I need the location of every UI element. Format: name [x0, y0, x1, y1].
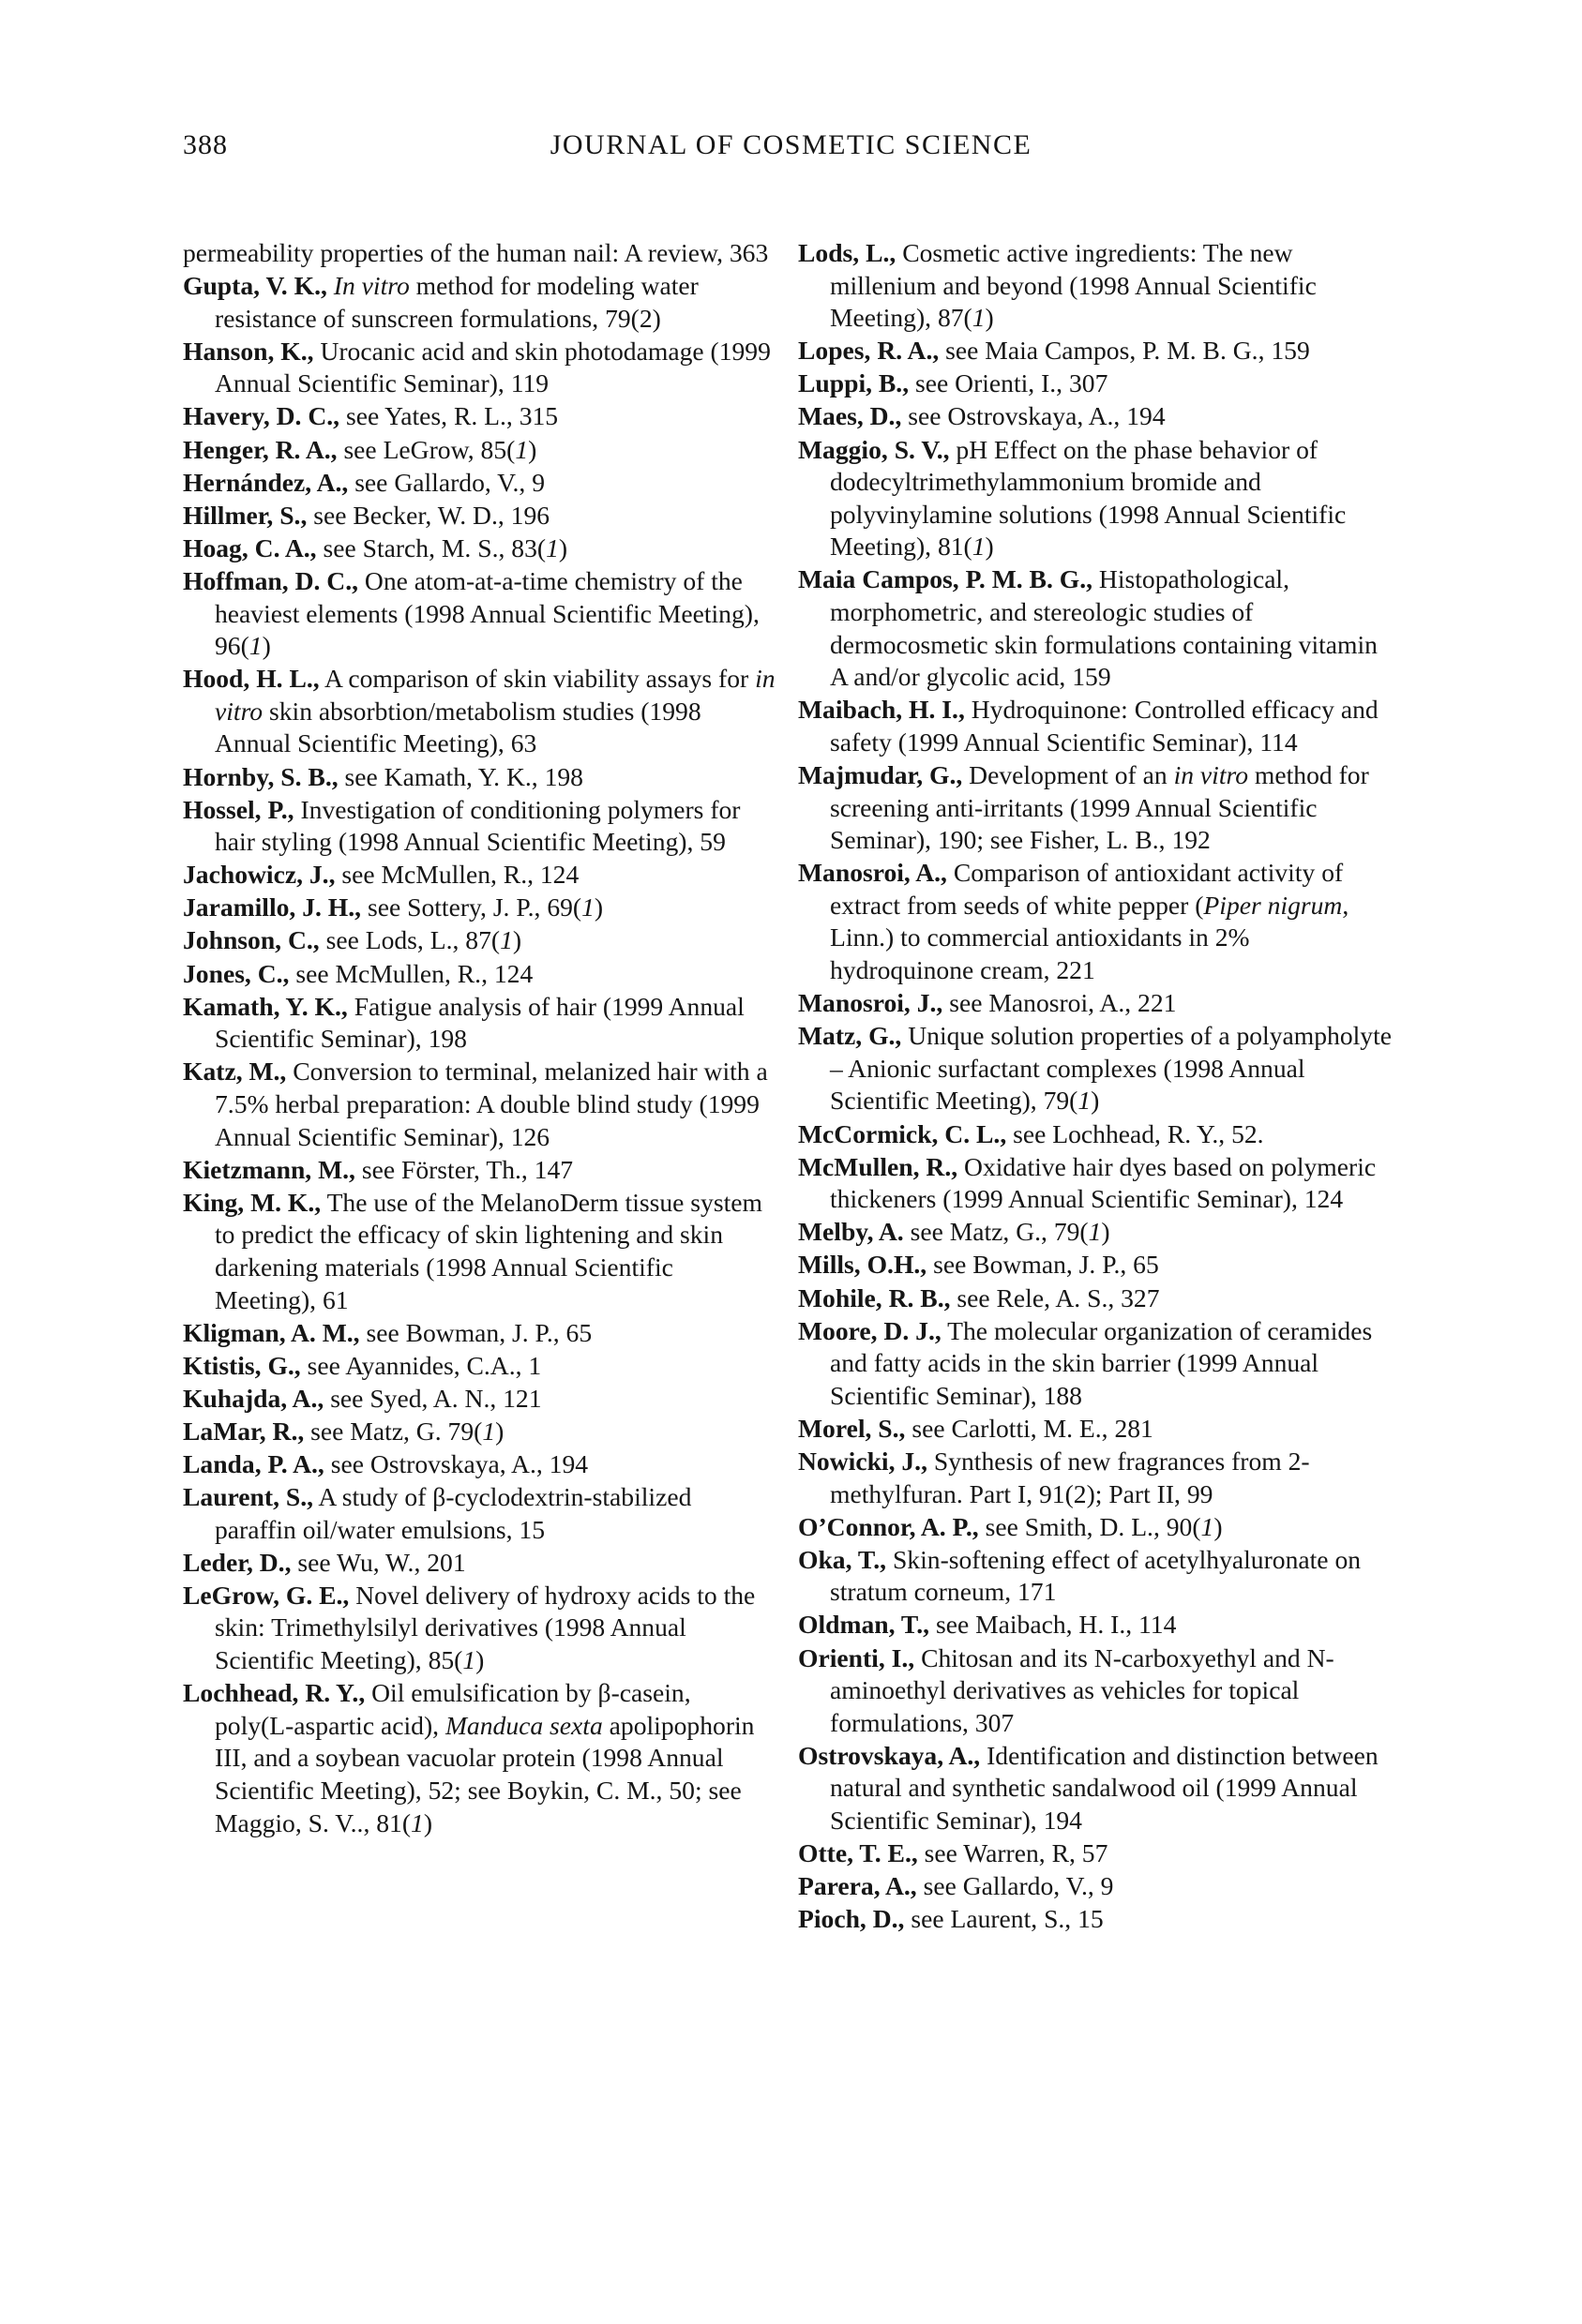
- entry-text: permeability properties of the human nail: A review, 363: [183, 238, 769, 267]
- italic-text: 1: [546, 532, 559, 562]
- journal-title: JOURNAL OF COSMETIC SCIENCE: [550, 129, 1032, 160]
- author-name: Maggio, S. V.,: [798, 434, 950, 464]
- index-entry: [798, 1446, 1398, 1510]
- italic-text: 1: [411, 1807, 424, 1837]
- author-name: Manosroi, J.,: [798, 988, 943, 1018]
- index-entry: [183, 1580, 776, 1677]
- index-entry: [798, 1609, 1398, 1642]
- entry-text: Synthesis of new fragrances from 2-methylfuran. Part I, 91(2); Part II, 99: [830, 1446, 1310, 1508]
- index-entry: [798, 434, 1398, 563]
- entry-text: Fatigue analysis of hair (1999 Annual Scientific Seminar), 198: [215, 991, 745, 1054]
- author-name: King, M. K.,: [183, 1187, 322, 1217]
- author-name: Hernández, A.,: [183, 467, 349, 497]
- italic-text: 1: [462, 1645, 476, 1675]
- index-entry: [183, 434, 776, 467]
- page-header: [0, 129, 1582, 176]
- entry-text: see Kamath, Y. K., 198: [338, 761, 583, 791]
- entry-text: One atom-at-a-time chemistry of the heaviest elements (1998 Annual Scientific Meeting), 96(: [215, 565, 760, 661]
- italic-text: 1: [972, 303, 986, 333]
- author-name: Oldman, T.,: [798, 1610, 930, 1640]
- index-entry: [798, 563, 1398, 693]
- author-name: Otte, T. E.,: [798, 1838, 918, 1868]
- page-number: 388: [183, 129, 228, 160]
- entry-text: , Linn.) to commercial antioxidants in 2% hydroquinone cream, 221: [830, 890, 1349, 985]
- index-entry: [798, 1837, 1398, 1870]
- index-entry: [183, 924, 776, 957]
- italic-text: 1: [1077, 1086, 1092, 1116]
- index-entry: [798, 1249, 1398, 1282]
- index-entry: [183, 1154, 776, 1187]
- author-name: Ostrovskaya, A.,: [798, 1740, 981, 1770]
- entry-text: see Gallardo, V., 9: [916, 1871, 1114, 1901]
- index-entry: [798, 1413, 1398, 1446]
- entry-text: see Wu, W., 201: [291, 1547, 466, 1577]
- entry-text: A study of β-cyclodextrin-stabilized paraffin oil/water emulsions, 15: [215, 1482, 692, 1544]
- index-entry: [798, 1544, 1398, 1609]
- author-name: Hillmer, S.,: [183, 500, 308, 530]
- entry-text: ): [528, 434, 537, 464]
- author-name: Gupta, V. K.,: [183, 271, 327, 301]
- index-entry: [798, 367, 1398, 400]
- author-name: Oka, T.,: [798, 1544, 887, 1574]
- author-name: Hoag, C. A.,: [183, 532, 317, 562]
- italic-text: 1: [972, 532, 986, 562]
- author-name: Maibach, H. I.,: [798, 695, 965, 725]
- index-entry: [798, 1870, 1398, 1903]
- entry-text: see Warren, R, 57: [917, 1838, 1108, 1868]
- entry-text: Oxidative hair dyes based on polymeric thickeners (1999 Annual Scientific Seminar), 124: [830, 1151, 1377, 1214]
- index-entry: [798, 694, 1398, 758]
- entry-text: see Ostrovskaya, A., 194: [901, 401, 1166, 431]
- entry-text: see Bowman, J. P., 65: [359, 1317, 593, 1347]
- entry-text: ): [512, 925, 522, 955]
- index-entry: [183, 1677, 776, 1839]
- author-name: Hoffman, D. C.,: [183, 565, 359, 595]
- author-name: Moore, D. J.,: [798, 1315, 942, 1345]
- index-entry: [798, 1511, 1398, 1544]
- entry-text: see Syed, A. N., 121: [324, 1383, 542, 1413]
- author-name: Mills, O.H.,: [798, 1250, 927, 1280]
- entry-text: apolipophorin III, and a soybean vacuolar protein (1998 Annual Scientific Meeting), 52; see Boykin, C. M., 50; see Maggio, S. V.., 81(: [215, 1710, 755, 1837]
- italic-text: 1: [482, 1416, 496, 1446]
- entry-text: Skin-softening effect of acetylhyaluronate on stratum corneum, 171: [830, 1544, 1362, 1607]
- entry-text: Conversion to terminal, melanized hair with a 7.5% herbal preparation: A double blind study (1999 Annual Scientific Seminar), 126: [215, 1057, 768, 1151]
- entry-text: Chitosan and its N-carboxyethyl and N-aminoethyl derivatives as vehicles for topical formulations, 307: [830, 1642, 1334, 1737]
- index-entry: [183, 1547, 776, 1580]
- index-entry: [798, 1282, 1398, 1315]
- index-entry: [183, 336, 776, 400]
- author-name: Lochhead, R. Y.,: [183, 1678, 366, 1708]
- author-name: Manosroi, A.,: [798, 858, 947, 888]
- italic-text: Manduca sexta: [444, 1710, 603, 1740]
- author-name: Katz, M.,: [183, 1057, 287, 1087]
- italic-text: 1: [1088, 1217, 1102, 1247]
- index-entry: [798, 400, 1398, 433]
- index-entry: [183, 892, 776, 924]
- index-column-left: [183, 237, 776, 1840]
- entry-text: see Ostrovskaya, A., 194: [324, 1448, 589, 1478]
- index-entry: [183, 400, 776, 433]
- entry-text: see Sottery, J. P., 69(: [361, 892, 582, 922]
- index-entry: [183, 500, 776, 532]
- entry-text: The use of the MelanoDerm tissue system to predict the efficacy of skin lightening and skin darkening materials (1998 Annual Scientific Meeting), 61: [215, 1187, 762, 1314]
- entry-text: [327, 271, 334, 300]
- author-name: Havery, D. C.,: [183, 401, 340, 431]
- entry-text: see McMullen, R., 124: [335, 860, 580, 890]
- author-name: LaMar, R.,: [183, 1416, 305, 1446]
- author-name: O’Connor, A. P.,: [798, 1511, 979, 1541]
- entry-text: see Maia Campos, P. M. B. G., 159: [939, 336, 1310, 366]
- entry-text: see Lods, L., 87(: [319, 925, 501, 955]
- index-entry: [798, 335, 1398, 367]
- entry-text: ): [262, 631, 271, 661]
- index-entry: [183, 270, 776, 335]
- author-name: Mohile, R. B.,: [798, 1282, 951, 1312]
- entry-text: see Carlotti, M. E., 281: [905, 1413, 1153, 1443]
- index-entry: [183, 859, 776, 892]
- italic-text: in vitro: [215, 664, 776, 726]
- author-name: Ktistis, G.,: [183, 1350, 301, 1380]
- author-name: Hornby, S. B.,: [183, 761, 339, 791]
- entry-text: ): [985, 532, 994, 562]
- index-entry: [183, 1448, 776, 1481]
- index-entry: [183, 1481, 776, 1546]
- entry-text: see McMullen, R., 124: [289, 958, 534, 988]
- author-name: Hossel, P.,: [183, 794, 294, 824]
- entry-text: see Laurent, S., 15: [904, 1904, 1104, 1934]
- author-name: Maia Campos, P. M. B. G.,: [798, 564, 1093, 594]
- entry-text: Identification and distinction between natural and synthetic sandalwood oil (1999 Annual Scientific Seminar), 194: [830, 1740, 1379, 1835]
- author-name: Majmudar, G.,: [798, 760, 963, 789]
- author-name: Lods, L.,: [798, 238, 896, 267]
- author-name: Melby, A.: [798, 1217, 904, 1247]
- entry-text: see Matz, G. 79(: [304, 1416, 483, 1446]
- entry-text: see Matz, G., 79(: [903, 1217, 1089, 1247]
- entry-text: method for screening anti-irritants (1999 Annual Scientific Seminar), 190; see Fisher, L. B., 192: [830, 760, 1369, 855]
- author-name: Pioch, D.,: [798, 1904, 905, 1934]
- entry-text: Development of an: [962, 760, 1174, 789]
- index-entry: [183, 761, 776, 794]
- entry-text: skin absorbtion/metabolism studies (1998 Annual Scientific Meeting), 63: [215, 696, 701, 758]
- index-entry: [798, 1642, 1398, 1740]
- author-name: Hanson, K.,: [183, 336, 314, 366]
- entry-text: see Manosroi, A., 221: [942, 988, 1177, 1018]
- italic-text: 1: [249, 631, 263, 661]
- index-entry: [183, 1317, 776, 1350]
- author-name: Matz, G.,: [798, 1021, 902, 1051]
- entry-text: Histopathological, morphometric, and stereologic studies of dermocosmetic skin formulations containing vitamin A and/or glycolic acid, 159: [830, 564, 1378, 692]
- author-name: Maes, D.,: [798, 401, 902, 431]
- author-name: Laurent, S.,: [183, 1482, 314, 1512]
- author-name: Hood, H. L.,: [183, 664, 320, 694]
- entry-text: see Ayannides, C.A., 1: [300, 1350, 542, 1380]
- index-entry: [183, 565, 776, 663]
- entry-text: Investigation of conditioning polymers for hair styling (1998 Annual Scientific Meeting), 59: [215, 794, 741, 857]
- entry-text: see Yates, R. L., 315: [339, 401, 559, 431]
- author-name: Landa, P. A.,: [183, 1448, 324, 1478]
- index-entry: [183, 467, 776, 500]
- entry-text: ): [1101, 1217, 1110, 1247]
- index-entry: [798, 1118, 1398, 1151]
- entry-text: ): [985, 303, 994, 333]
- author-name: Kligman, A. M.,: [183, 1317, 360, 1347]
- author-name: McCormick, C. L.,: [798, 1118, 1007, 1148]
- entry-text: A comparison of skin viability assays for: [319, 664, 756, 694]
- italic-text: In vitro: [333, 271, 410, 301]
- italic-text: 1: [500, 925, 513, 955]
- entry-text: method for modeling water resistance of sunscreen formulations, 79(2): [215, 271, 699, 333]
- author-name: Luppi, B.,: [798, 368, 910, 398]
- index-entry: [183, 958, 776, 991]
- index-entry: [798, 1903, 1398, 1936]
- author-name: Orienti, I.,: [798, 1642, 915, 1672]
- italic-text: in vitro: [1173, 760, 1249, 789]
- index-entry: [798, 1315, 1398, 1413]
- author-name: Henger, R. A.,: [183, 434, 338, 464]
- index-entry: [183, 1187, 776, 1316]
- entry-text: pH Effect on the phase behavior of dodecyltrimethylammonium bromide and polyvinylamine solutions (1998 Annual Scientific Meeting), 81(: [830, 434, 1347, 562]
- index-entry: [183, 794, 776, 859]
- index-entry: [798, 1740, 1398, 1837]
- entry-text: Novel delivery of hydroxy acids to the skin: Trimethylsilyl derivatives (1998 Annual Scientific Meeting), 85(: [215, 1580, 756, 1675]
- entry-text: ): [495, 1416, 505, 1446]
- author-name: Morel, S.,: [798, 1413, 906, 1443]
- author-name: Jachowicz, J.,: [183, 860, 336, 890]
- entry-text: see Lochhead, R. Y., 52.: [1006, 1118, 1264, 1148]
- italic-text: Piper nigrum: [1203, 890, 1343, 920]
- author-name: Lopes, R. A.,: [798, 336, 940, 366]
- index-entry: [798, 857, 1398, 986]
- index-entry: [183, 1383, 776, 1416]
- index-column-right: [798, 237, 1398, 1936]
- index-entry: [183, 1416, 776, 1448]
- index-entry: [183, 991, 776, 1056]
- italic-text: 1: [581, 892, 595, 922]
- entry-text: see Förster, Th., 147: [354, 1154, 574, 1184]
- entry-text: see Becker, W. D., 196: [307, 500, 550, 530]
- author-name: Jaramillo, J. H.,: [183, 892, 362, 922]
- index-entry: [183, 1350, 776, 1383]
- author-name: LeGrow, G. E.,: [183, 1580, 350, 1610]
- author-name: McMullen, R.,: [798, 1151, 958, 1181]
- entry-text: see Bowman, J. P., 65: [927, 1250, 1159, 1280]
- entry-text: ): [1091, 1086, 1100, 1116]
- author-name: Jones, C.,: [183, 958, 290, 988]
- entry-text: Cosmetic active ingredients: The new millenium and beyond (1998 Annual Scientific Meeting), 87(: [830, 238, 1317, 333]
- author-name: Kamath, Y. K.,: [183, 991, 348, 1021]
- entry-text: ): [594, 892, 604, 922]
- author-name: Parera, A.,: [798, 1871, 917, 1901]
- entry-text: see Starch, M. S., 83(: [316, 532, 547, 562]
- index-entry: [183, 1056, 776, 1153]
- author-name: Kuhajda, A.,: [183, 1383, 324, 1413]
- index-entry: [798, 759, 1398, 857]
- author-name: Nowicki, J.,: [798, 1446, 927, 1476]
- index-entry: [183, 532, 776, 565]
- index-entry: [798, 987, 1398, 1020]
- entry-text: Hydroquinone: Controlled efficacy and safety (1999 Annual Scientific Seminar), 114: [830, 695, 1379, 757]
- entry-text: see Smith, D. L., 90(: [978, 1511, 1201, 1541]
- entry-text: see Rele, A. S., 327: [950, 1282, 1160, 1312]
- entry-text: ): [1213, 1511, 1223, 1541]
- entry-text: ): [475, 1645, 485, 1675]
- entry-text: see Orienti, I., 307: [909, 368, 1108, 398]
- entry-text: Urocanic acid and skin photodamage (1999 Annual Scientific Seminar), 119: [215, 336, 771, 398]
- entry-text: see Maibach, H. I., 114: [929, 1610, 1177, 1640]
- index-entry: [183, 237, 776, 270]
- index-entry: [798, 1151, 1398, 1216]
- index-entry: [798, 237, 1398, 335]
- author-name: Johnson, C.,: [183, 925, 320, 955]
- author-name: Leder, D.,: [183, 1547, 292, 1577]
- italic-text: 1: [515, 434, 529, 464]
- entry-text: ): [423, 1807, 433, 1837]
- entry-text: ): [558, 532, 568, 562]
- index-entry: [798, 1216, 1398, 1249]
- entry-text: The molecular organization of ceramides and fatty acids in the skin barrier (1999 Annual Scientific Seminar), 188: [830, 1315, 1373, 1410]
- index-entry: [798, 1020, 1398, 1117]
- entry-text: Oil emulsification by β-casein, poly(L-aspartic acid),: [215, 1678, 691, 1740]
- author-name: Kietzmann, M.,: [183, 1154, 355, 1184]
- italic-text: 1: [1200, 1511, 1214, 1541]
- index-entry: [183, 663, 776, 760]
- entry-text: Unique solution properties of a polyampholyte – Anionic surfactant complexes (1998 Annual Scientific Meeting), 79(: [830, 1021, 1392, 1116]
- entry-text: see LeGrow, 85(: [337, 434, 516, 464]
- entry-text: Comparison of antioxidant activity of extract from seeds of white pepper (: [830, 858, 1344, 920]
- entry-text: see Gallardo, V., 9: [348, 467, 546, 497]
